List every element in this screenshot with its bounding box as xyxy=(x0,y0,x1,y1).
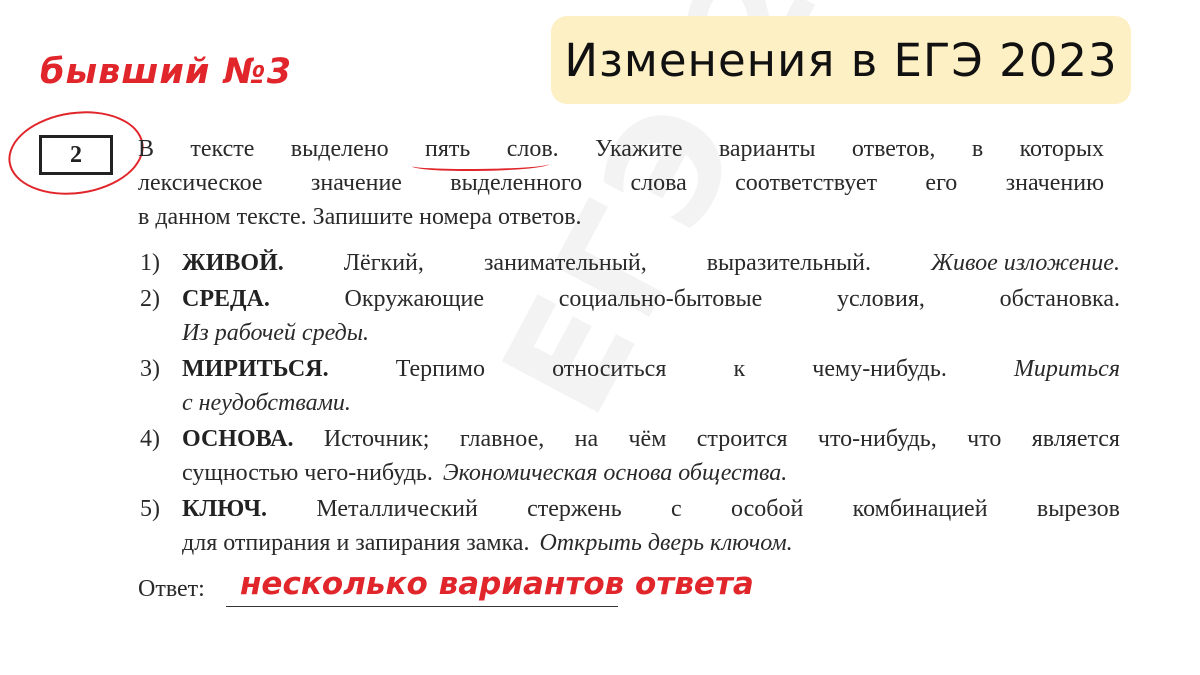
option-word: ЖИВОЙ. xyxy=(182,250,284,276)
option-text: условия, xyxy=(837,286,925,312)
option-1 xyxy=(140,246,1120,280)
option-text: чему-нибудь. xyxy=(812,356,947,382)
option-line xyxy=(182,316,1120,350)
option-line xyxy=(182,386,1120,420)
option-example: Из рабочей среды. xyxy=(182,320,370,346)
option-text: Источник; xyxy=(323,426,430,452)
option-text: к xyxy=(733,356,746,382)
option-text: Лёгкий, xyxy=(343,250,424,276)
option-text: является xyxy=(1031,426,1120,452)
option-text: социально-бытовые xyxy=(558,286,763,312)
option-line xyxy=(182,352,1120,386)
option-line xyxy=(182,492,1120,526)
option-4 xyxy=(140,422,1120,490)
option-text: Металлический xyxy=(316,496,478,522)
task-line-2: лексическое значение выделенного слова соответствует его значению xyxy=(138,170,1104,196)
option-text: на xyxy=(574,426,599,452)
option-text: для отпирания и запирания замка. xyxy=(182,530,530,556)
option-example: Экономическая основа общества. xyxy=(442,460,788,486)
option-number: 5) xyxy=(140,496,160,522)
handwritten-answer: несколько вариантов ответа xyxy=(240,566,754,602)
option-line xyxy=(182,456,1120,490)
task-line-1: В тексте выделено пять слов. Укажите варианты ответов, в которых xyxy=(138,136,1104,162)
option-example: Живое изложение. xyxy=(931,250,1120,276)
former-number-annotation: бывший №3 xyxy=(40,52,293,92)
option-word: МИРИТЬСЯ. xyxy=(182,356,329,382)
option-text: строится xyxy=(696,426,788,452)
option-example: Открыть дверь ключом. xyxy=(539,530,793,556)
task-line-3: в данном тексте. Запишите номера ответов. xyxy=(138,204,582,230)
option-text: особой xyxy=(730,496,804,522)
option-text: Окружающие xyxy=(344,286,485,312)
option-text: Терпимо xyxy=(395,356,485,382)
option-text: комбинацией xyxy=(852,496,988,522)
option-text: занимательный, xyxy=(483,250,647,276)
option-line xyxy=(182,422,1120,456)
answer-label: Ответ: xyxy=(138,576,205,602)
option-number: 3) xyxy=(140,356,160,382)
option-word: СРЕДА. xyxy=(182,286,270,312)
option-text: что-нибудь, xyxy=(817,426,937,452)
option-word: КЛЮЧ. xyxy=(182,496,268,522)
task-number: 2 xyxy=(70,141,82,168)
option-example: с неудобствами. xyxy=(182,390,351,416)
page-title: Изменения в ЕГЭ 2023 xyxy=(564,33,1118,87)
task-statement xyxy=(138,132,1104,234)
option-number: 4) xyxy=(140,426,160,452)
option-line xyxy=(182,526,1120,560)
option-text: обстановка. xyxy=(999,286,1120,312)
option-text: что xyxy=(967,426,1002,452)
option-line xyxy=(182,282,1120,316)
option-text: стержень xyxy=(527,496,622,522)
option-line xyxy=(182,246,1120,280)
option-number: 2) xyxy=(140,286,160,312)
option-3 xyxy=(140,352,1120,420)
option-example: Мириться xyxy=(1013,356,1120,382)
option-5 xyxy=(140,492,1120,560)
option-text: с xyxy=(670,496,682,522)
task-number-box xyxy=(39,135,113,175)
option-text: главное, xyxy=(459,426,545,452)
option-word: ОСНОВА. xyxy=(182,426,294,452)
answer-options xyxy=(140,246,1120,560)
option-text: относиться xyxy=(552,356,667,382)
option-number: 1) xyxy=(140,250,160,276)
answer-field-line xyxy=(226,606,618,607)
option-2 xyxy=(140,282,1120,350)
option-text: сущностью чего-нибудь. xyxy=(182,460,433,486)
option-text: вырезов xyxy=(1036,496,1120,522)
option-text: выразительный. xyxy=(706,250,872,276)
option-text: чём xyxy=(628,426,667,452)
title-banner xyxy=(551,16,1131,104)
